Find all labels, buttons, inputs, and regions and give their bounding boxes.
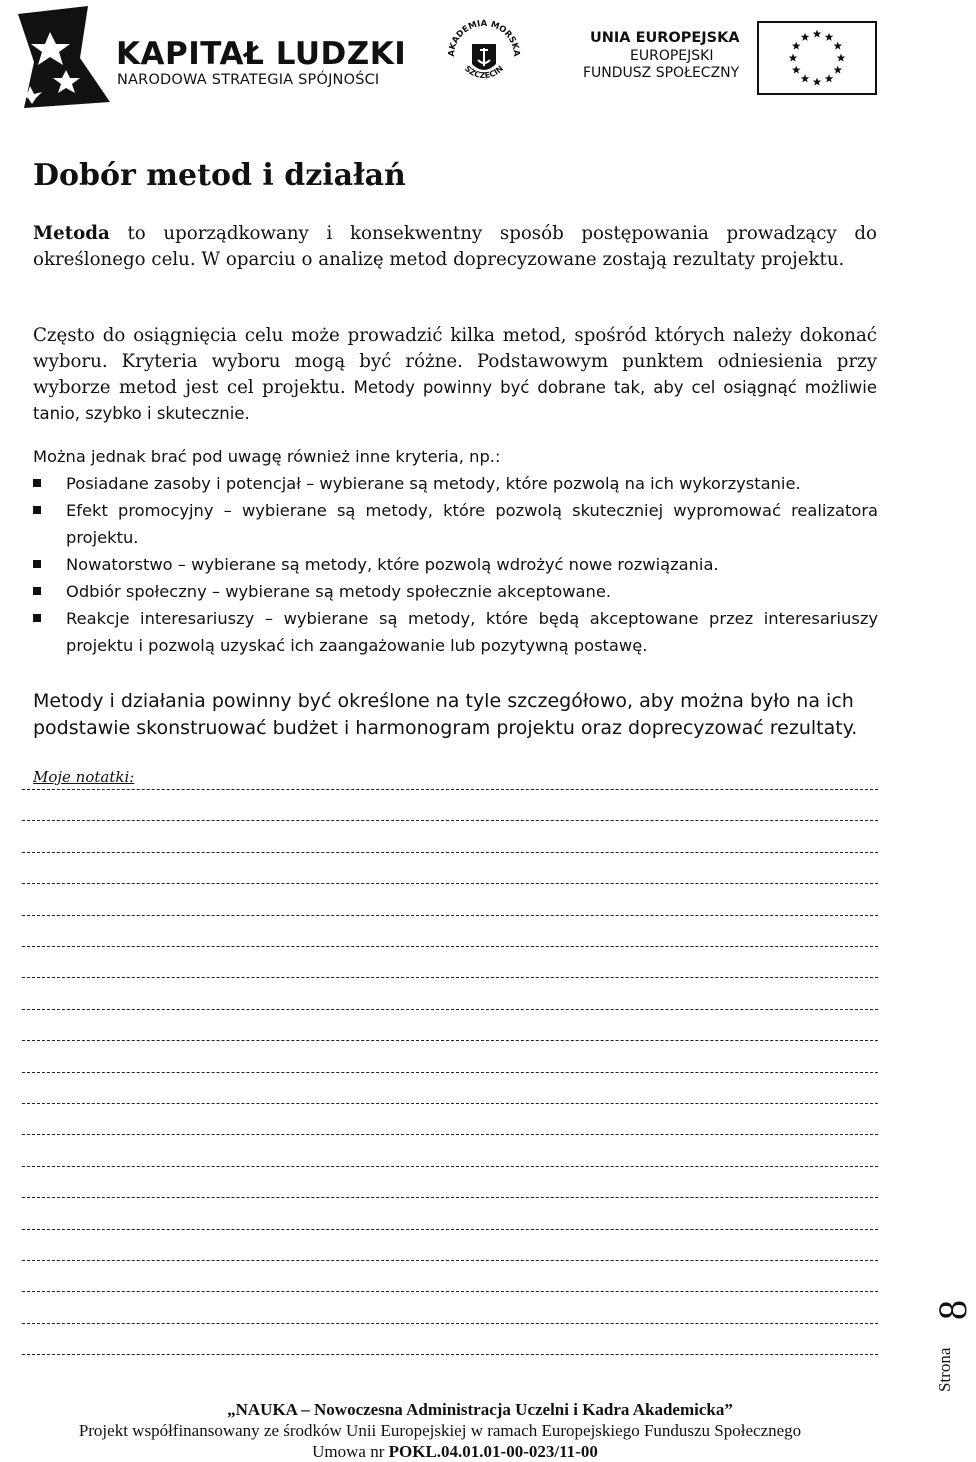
page-number: 8 [930,1300,975,1320]
note-line [22,1260,878,1261]
kapital-ludzki-subtitle: NARODOWA STRATEGIA SPÓJNOŚCI [117,72,380,88]
method-choice-text: Często do osiągnięcia celu może prowadzić kilka metod, spośród których należy dokonać wyboru. Kryteria wyboru mogą być różne. Podstawowym punktem odniesienia przy wyborze metod jest cel projektu. [33,325,877,398]
note-line [22,1323,878,1324]
bullet-icon [33,479,41,487]
akademia-morska-seal [442,14,526,98]
notes-label: Moje notatki: [33,768,135,786]
note-line [22,1040,878,1041]
ue-subtitle-line-2: FUNDUSZ SPOŁECZNY [583,65,740,81]
method-definition-text: to uporządkowany i konsekwentny sposób postępowania prowadzący do określonego celu. W oparciu o analizę metod doprecyzowane zostają rezultaty projektu. [33,223,877,270]
note-line [22,977,878,978]
note-line [22,1354,878,1355]
page-title: Dobór metod i działań [33,158,406,193]
list-item: Odbiór społeczny – wybierane są metody społecznie akceptowane. [33,578,878,605]
footer-project-name: „NAUKA – Nowoczesna Administracja Uczelni i Kadra Akademicka” [227,1400,733,1419]
bullet-icon [33,587,41,595]
note-line [22,883,878,884]
kapital-ludzki-title: KAPITAŁ LUDZKI [116,36,407,72]
list-item: Reakcje interesariuszy – wybierane są metody, które będą akceptowane przez interesariuszy projektu i pozwolą uzyskać ich zaangażowanie lub pozytywną postawę. [33,605,878,659]
method-term: Metoda [33,223,110,244]
note-line [22,1072,878,1073]
page-number-box [925,1300,975,1400]
list-item: Efekt promocyjny – wybierane są metody, które pozwolą skuteczniej wypromować realizatora projektu. [33,497,878,551]
note-line [22,1166,878,1167]
ue-title: UNIA EUROPEJSKA [590,30,740,46]
footer-cofinancing: Projekt współfinansowany ze środków Unii Europejskiej w ramach Europejskiego Funduszu Społecznego [78,1421,802,1440]
eu-flag-icon [757,21,877,95]
page-label: Strona [935,1347,954,1392]
note-line [22,1229,878,1230]
note-line [22,1103,878,1104]
note-line [22,1197,878,1198]
method-choice-sans-text: Metody powinny być dobrane tak, aby cel osiągnąć możliwie tanio, szybko i skutecznie. [33,378,877,423]
bullet-icon [33,614,41,622]
bullet-icon [33,560,41,568]
note-line [22,852,878,853]
ue-subtitle-line-1: EUROPEJSKI [630,48,714,64]
criteria-list [33,470,878,659]
list-item: Nowatorstwo – wybierane są metody, które pozwolą wdrożyć nowe rozwiązania. [33,551,878,578]
note-line [22,789,878,790]
list-item: Posiadane zasoby i potencjał – wybierane są metody, które pozwolą na ich wykorzystanie. [33,470,878,497]
method-definition-paragraph [33,221,877,273]
note-line [22,915,878,916]
footer-contract: Umowa nr POKL.04.01.01-00-023/11-00 [312,1442,598,1461]
note-line [22,946,878,947]
note-line [22,1134,878,1135]
criteria-intro: Można jednak brać pod uwagę również inne kryteria, np.: [33,447,501,466]
note-line [22,1291,878,1292]
svg-text:AKADEMIA MORSKA: AKADEMIA MORSKA [446,18,522,57]
method-choice-paragraph [33,323,877,427]
note-line [22,1009,878,1010]
bullet-icon [33,506,41,514]
conclusion-paragraph: Metody i działania powinny być określone na tyle szczegółowo, aby można było na ich podstawie skonstruować budżet i harmonogram projektu oraz doprecyzować rezultaty. [33,690,858,739]
note-line [22,820,878,821]
svg-text:SZCZECIN: SZCZECIN [462,63,506,81]
